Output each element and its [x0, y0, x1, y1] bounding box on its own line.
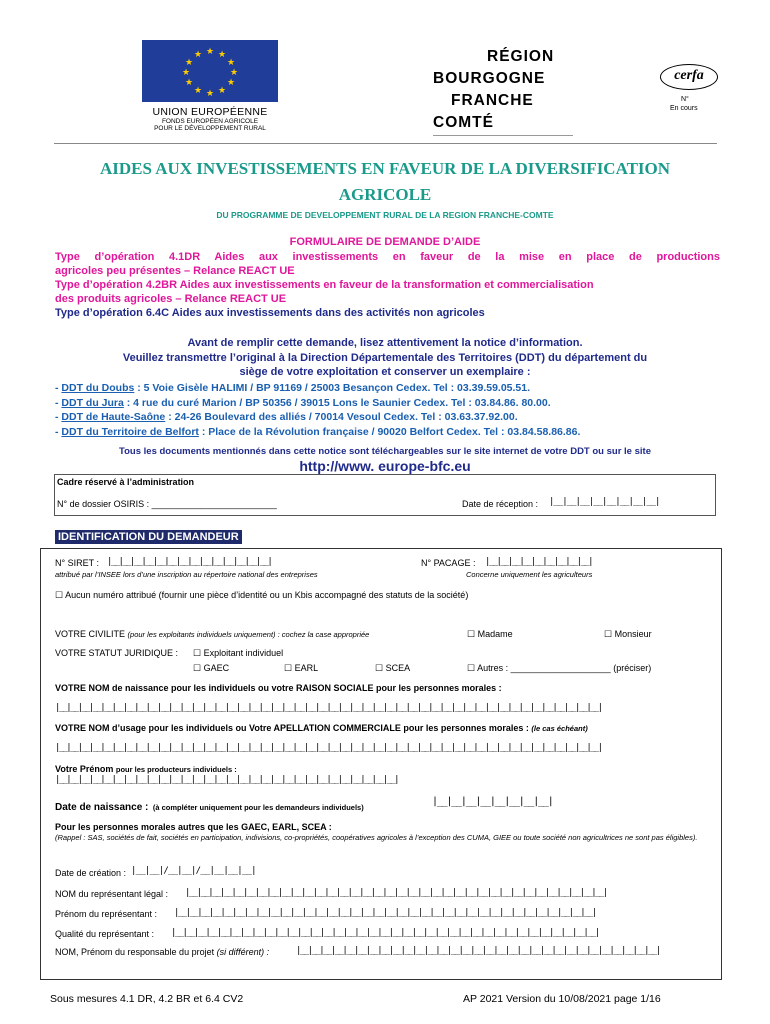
admin-title: Cadre réservé à l’administration — [57, 477, 195, 487]
nom-usage-cells[interactable]: |__|__|__|__|__|__|__|__|__|__|__|__|__|__|__|__|__|__|__|__|__|__|__|__|__|__|__|__|__|__|__|__|__|__|__|__|__|__|__|__|__|__|__|__|__|__|__|__| — [55, 743, 602, 753]
nom-rep-label: NOM du représentant légal : — [55, 889, 169, 899]
svg-text:★: ★ — [226, 58, 236, 68]
title-line-2: AGRICOLE — [338, 185, 432, 204]
ddt-item: - DDT du Territoire de Belfort : Place de la Révolution française / 90020 Belfort Cedex. Tel : 03.84.58.86.86. — [55, 425, 581, 438]
naissance-label: Date de naissance : — [55, 802, 149, 813]
region-divider — [433, 135, 573, 136]
ddt-link-haute-saone[interactable]: DDT de Haute-Saône — [61, 411, 166, 423]
form-heading: FORMULAIRE DE DEMANDE D’AIDE — [289, 236, 481, 248]
pacage-label: N° PACAGE : — [421, 558, 476, 568]
admin-dossier: N° de dossier OSIRIS : _________________________ — [57, 499, 277, 509]
prenom-note: pour les producteurs individuels : — [115, 765, 237, 774]
notice-line-2: Veuillez transmettre l’original à la Direction Départementale des Territoires (DDT) du département du — [122, 351, 648, 364]
nom-usage-note: (le cas échéant) — [531, 724, 588, 733]
op-41-line-2: agricoles peu présentes – Relance REACT UE — [55, 265, 295, 277]
exploitant-checkbox[interactable]: ☐ Exploitant individuel — [193, 648, 284, 658]
svg-text:★: ★ — [217, 50, 227, 60]
svg-text:★: ★ — [217, 86, 227, 96]
cerfa-logo: cerfa — [660, 64, 718, 90]
civilite-label: VOTRE CIVILITE — [55, 629, 126, 639]
op-42-line-1: Type d’opération 4.2BR Aides aux investissements en faveur de la transformation et commercialisation — [55, 279, 594, 291]
nom-usage-label: VOTRE NOM d’usage pour les individuels ou Votre APELLATION COMMERCIALE pour les personnes morales : — [55, 723, 529, 733]
svg-text:★: ★ — [181, 68, 191, 78]
nom-usage-line — [55, 723, 588, 733]
nom-naissance-label: VOTRE NOM de naissance pour les individuels ou votre RAISON SOCIALE pour les personnes morales : — [55, 683, 502, 693]
monsieur-checkbox[interactable]: ☐ Monsieur — [604, 629, 652, 639]
notice — [50, 336, 720, 380]
admin-box — [54, 474, 716, 516]
nom-naissance-cells[interactable]: |__|__|__|__|__|__|__|__|__|__|__|__|__|__|__|__|__|__|__|__|__|__|__|__|__|__|__|__|__|__|__|__|__|__|__|__|__|__|__|__|__|__|__|__|__|__|__|__| — [55, 703, 602, 713]
ddt-link-doubs[interactable]: DDT du Doubs — [61, 382, 135, 394]
naissance-line — [55, 797, 364, 815]
prenom-rep-cells[interactable]: |__|__|__|__|__|__|__|__|__|__|__|__|__|__|__|__|__|__|__|__|__|__|__|__|__|__|__|__|__|__|__|__|__|__|__|__| — [174, 908, 596, 918]
pacage-cells[interactable]: |__|__|__|__|__|__|__|__|__| — [485, 557, 592, 567]
resp-note: (si différent) : — [216, 947, 270, 957]
gaec-checkbox[interactable]: ☐ GAEC — [193, 663, 230, 673]
civilite-line — [55, 629, 369, 639]
eu-sub2: POUR LE DÉVELOPPEMENT RURAL — [154, 125, 266, 132]
civilite-note: (pour les exploitants individuels uniquement) : cochez la case appropriée — [127, 630, 370, 639]
prenom-cells[interactable]: |__|__|__|__|__|__|__|__|__|__|__|__|__|__|__|__|__|__|__|__|__|__|__|__|__|__|__|__|__|__| — [55, 775, 398, 785]
website-link[interactable]: http://www. europe-bfc.eu — [299, 458, 471, 474]
operation-types — [55, 250, 720, 320]
svg-text:★: ★ — [193, 86, 203, 96]
title-line-1: AIDES AUX INVESTISSEMENTS EN FAVEUR DE LA DIVERSIFICATION — [99, 159, 671, 178]
creation-label: Date de création : — [55, 868, 127, 878]
siret-label: N° SIRET : — [55, 558, 99, 568]
prenom-label: Votre Prénom — [55, 764, 114, 774]
naissance-note: (à compléter uniquement pour les demandeurs individuels) — [152, 803, 364, 812]
ddt-item: - DDT de Haute-Saône : 24-26 Boulevard des alliés / 70014 Vesoul Cedex. Tel : 03.63.37.92.00. — [55, 411, 518, 423]
rappel-note: (Rappel : SAS, sociétés de fait, sociétés en participation, indivisions, co-propriétés, coopératives agricoles à l’exception des CUMA, GIEE ou toute société non agricultrices ne sont pas éligibles). — [55, 833, 698, 842]
ddt-item: - DDT du Doubs : 5 Voie Gisèle HALIMI / BP 91169 / 25003 Besançon Cedex. Tel : 03.39.59.05.51. — [55, 382, 531, 394]
ddt-list — [55, 381, 725, 439]
svg-text:★: ★ — [226, 78, 236, 88]
nom-rep-cells[interactable]: |__|__|__|__|__|__|__|__|__|__|__|__|__|__|__|__|__|__|__|__|__|__|__|__|__|__|__|__|__|__|__|__|__|__|__|__| — [185, 888, 607, 898]
siret-note: attribué par l’INSEE lors d’une inscription au répertoire national des entreprises — [55, 570, 318, 579]
section-identification: IDENTIFICATION DU DEMANDEUR — [55, 530, 242, 544]
op-42-line-2: des produits agricoles – Relance REACT UE — [55, 293, 287, 305]
prenom-rep-label: Prénom du représentant : — [55, 909, 158, 919]
notice-line-1: Avant de remplir cette demande, lisez attentivement la notice d’information. — [187, 337, 583, 349]
autres-checkbox[interactable]: ☐ Autres : ____________________ (préciser) — [467, 663, 652, 673]
ddt-link-jura[interactable]: DDT du Jura — [61, 396, 124, 409]
admin-date-cells[interactable]: |__|__|__|__|__|__|__|__| — [549, 497, 660, 507]
notice-line-3: siège de votre exploitation et conserver un exemplaire : — [239, 366, 531, 378]
eu-flag-icon — [142, 40, 278, 102]
cerfa-number: N° — [681, 96, 689, 103]
earl-checkbox[interactable]: ☐ EARL — [284, 663, 319, 673]
siret-cells[interactable]: |__|__|__|__|__|__|__|__|__|__|__|__|__|__| — [107, 557, 272, 567]
qualite-rep-cells[interactable]: |__|__|__|__|__|__|__|__|__|__|__|__|__|__|__|__|__|__|__|__|__|__|__|__|__|__|__|__|__|__|__|__|__|__|__|__|__| — [171, 928, 599, 938]
region-line-4: COMTÉ — [433, 114, 494, 131]
header-divider — [54, 143, 717, 144]
svg-text:★: ★ — [205, 47, 215, 57]
morales-label: Pour les personnes morales autres que les GAEC, EARL, SCEA : — [55, 822, 332, 832]
cerfa-status: En cours — [670, 105, 698, 112]
region-line-2: BOURGOGNE — [433, 70, 546, 87]
op-41-line-1: Type d’opération 4.1DR Aides aux investissements en faveur de la mise en place de productions — [55, 251, 720, 263]
prenom-line — [55, 764, 237, 774]
creation-cells[interactable]: |__|__|/__|__|/__|__|__|__| — [131, 866, 256, 876]
admin-date-label: Date de réception : — [462, 499, 539, 509]
eu-label: UNION EUROPÉENNE — [152, 106, 268, 118]
region-line-1: RÉGION — [487, 48, 555, 65]
region-line-3: FRANCHE — [451, 92, 534, 109]
docs-notice: Tous les documents mentionnés dans cette notice sont téléchargeables sur le site internet de votre DDT ou sur le site — [119, 446, 651, 457]
ddt-link-belfort[interactable]: DDT du Territoire de Belfort — [61, 425, 199, 438]
madame-checkbox[interactable]: ☐ Madame — [467, 629, 513, 639]
svg-text:★: ★ — [184, 78, 194, 88]
svg-text:★: ★ — [184, 58, 194, 68]
ddt-item: - DDT du Jura : 4 rue du curé Marion / BP 50356 / 39015 Lons le Saunier Cedex. Tel : 03.84.86. 80.00. — [55, 396, 551, 409]
statut-label: VOTRE STATUT JURIDIQUE : — [55, 648, 179, 658]
eu-sub1: FONDS EUROPÉEN AGRICOLE — [161, 118, 259, 125]
page-title — [40, 156, 730, 208]
footer-left: Sous mesures 4.1 DR, 4.2 BR et 6.4 CV2 — [50, 993, 244, 1005]
svg-text:★: ★ — [193, 50, 203, 60]
eu-logo — [142, 40, 278, 136]
svg-text:★: ★ — [229, 68, 239, 78]
qualite-rep-label: Qualité du représentant : — [55, 929, 155, 939]
resp-cells[interactable]: |__|__|__|__|__|__|__|__|__|__|__|__|__|__|__|__|__|__|__|__|__|__|__|__|__|__|__|__|__|__|__| — [296, 946, 660, 956]
op-64-line: Type d’opération 6.4C Aides aux investissements dans des activités non agricoles — [55, 307, 485, 319]
svg-text:★: ★ — [205, 89, 215, 99]
resp-label: NOM, Prénom du responsable du projet — [55, 947, 215, 957]
footer-right: AP 2021 Version du 10/08/2021 page 1/16 — [463, 993, 661, 1005]
naissance-cells[interactable]: |__|__|__|__|__|__|__|__| — [432, 796, 553, 807]
scea-checkbox[interactable]: ☐ SCEA — [375, 663, 411, 673]
aucun-numero-checkbox[interactable]: ☐ Aucun numéro attribué (fournir une pièce d’identité ou un Kbis accompagné des statuts de la société) — [55, 590, 469, 600]
pacage-note: Concerne uniquement les agriculteurs — [466, 570, 593, 579]
region-logo — [433, 46, 573, 134]
resp-line — [55, 947, 269, 957]
page-subtitle: DU PROGRAMME DE DEVELOPPEMENT RURAL DE LA REGION FRANCHE-COMTE — [216, 210, 554, 220]
